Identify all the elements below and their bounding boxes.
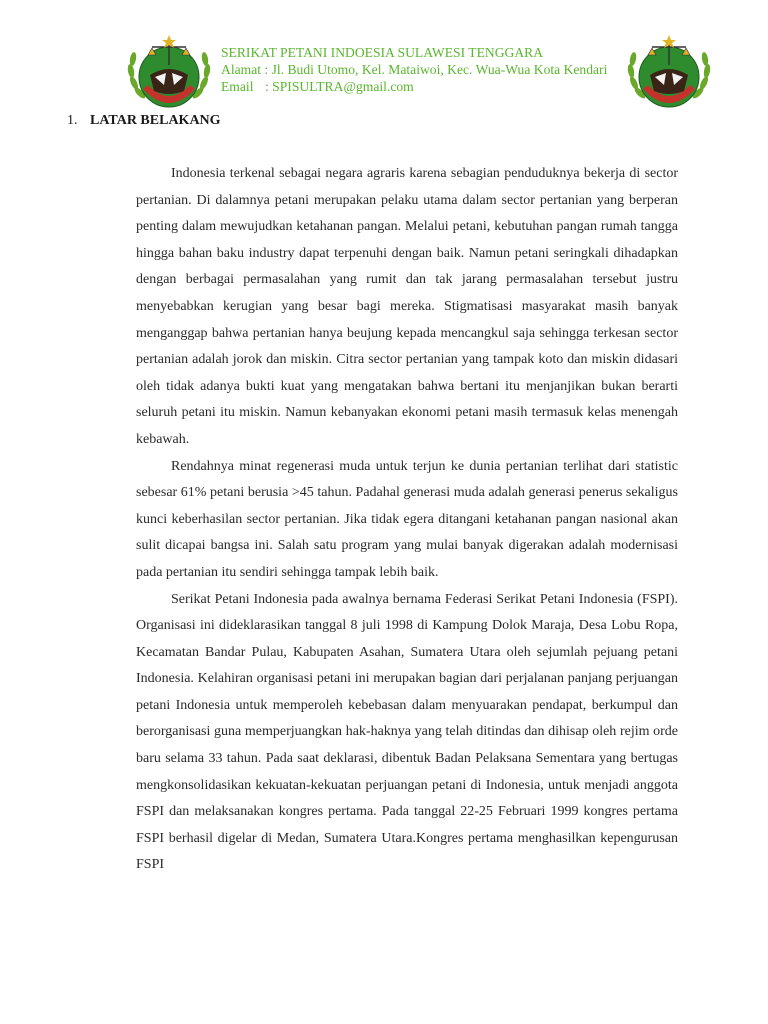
paragraph: Serikat Petani Indonesia pada awalnya bernama Federasi Serikat Petani Indonesia (FSPI). Organisasi ini dideklarasikan tanggal 8 juli 1998 di Kampung Dolok Maraja, Desa Lobu Ropa, Kecamatan Bandar Pulau, Kabupaten Asahan, Sumatera Utara oleh sejumlah pejuang petani Indonesia. Kelahiran organisasi petani ini merupakan bagian dari perjalanan panjang perjuangan petani Indonesia untuk memperoleh kebebasan dalam menyuarakan pendapat, berkumpul dan berorganisasi guna memperjuangkan hak-haknya yang telah ditindas dan dihisap oleh rejim orde baru selama 33 tahun. Pada saat deklarasi, dibentuk Badan Pelaksana Sementara yang bertugas mengkonsolidasikan kekuatan-kekuatan perjuangan petani di Indonesia, untuk menjadi anggota FSPI dan melaksanakan kongres pertama. Pada tanggal 22-25 Februari 1999 kongres pertama FSPI berhasil digelar di Medan, Sumatera Utara.Kongres pertama menghasilkan kepengurusan FSPI	[136, 591, 678, 873]
organization-name: SERIKAT PETANI INDOESIA SULAWESI TENGGARA	[221, 45, 544, 60]
paragraph: Indonesia terkenal sebagai negara agraris karena sebagian penduduknya bekerja di sector pertanian. Di dalamnya petani merupakan pelaku utama dalam sector pertanian yang berperan penting dalam mewujudkan ketahanan pangan. Melalui petani, kebutuhan pangan rumah tangga hingga bahan baku industry dapat terpenuhi dengan baik. Namun petani seringkali dihadapkan dengan berbagai permasalahan yang rumit dan tak jarang permasalahan tersebut justru menyebabkan kerugian yang besar bagi mereka. Stigmatisasi masyarakat masih banyak menganggap bahwa pertanian hanya beujung kepada mencangkul saja sehingga terkesan sector pertanian adalah jorok dan miskin. Citra sector pertanian yang tampak koto dan miskin didasari oleh tidak adanya bukti kuat yang mengatakan bahwa bertani itu menjanjikan bukan berarti seluruh petani itu miskin. Namun kebanyakan ekonomi petani masih termasuk kelas menengah kebawah.	[136, 166, 678, 447]
organization-emblem-icon	[122, 33, 216, 113]
email-value: : SPISULTRA@gmail.com	[265, 79, 414, 94]
paragraph: Rendahnya minat regenerasi muda untuk terjun ke dunia pertanian terlihat dari statistic sebesar 61% petani berusia >45 tahun. Padahal generasi muda adalah generasi penerus sekaligus kunci keberhasilan sector pertanian. Jika tidak egera ditangani ketahanan pangan nasional akan sulit dicapai bangsa ini. Salah satu program yang mulai banyak digerakan adalah modernisasi pada pertanian itu sendiri sehingga tampak lebih baik.	[136, 458, 678, 580]
organization-address: Alamat : Jl. Budi Utomo, Kel. Mataiwoi, Kec. Wua-Wua Kota Kendari	[221, 62, 608, 77]
section-title: LATAR BELAKANG	[90, 113, 221, 128]
organization-emblem-icon	[622, 33, 716, 113]
email-label: Email	[221, 79, 254, 94]
organization-email-line	[221, 78, 607, 95]
letterhead	[0, 0, 768, 115]
section-heading	[67, 112, 221, 130]
section-number: 1.	[67, 113, 78, 128]
body-text	[136, 161, 678, 879]
letterhead-text	[221, 44, 607, 95]
